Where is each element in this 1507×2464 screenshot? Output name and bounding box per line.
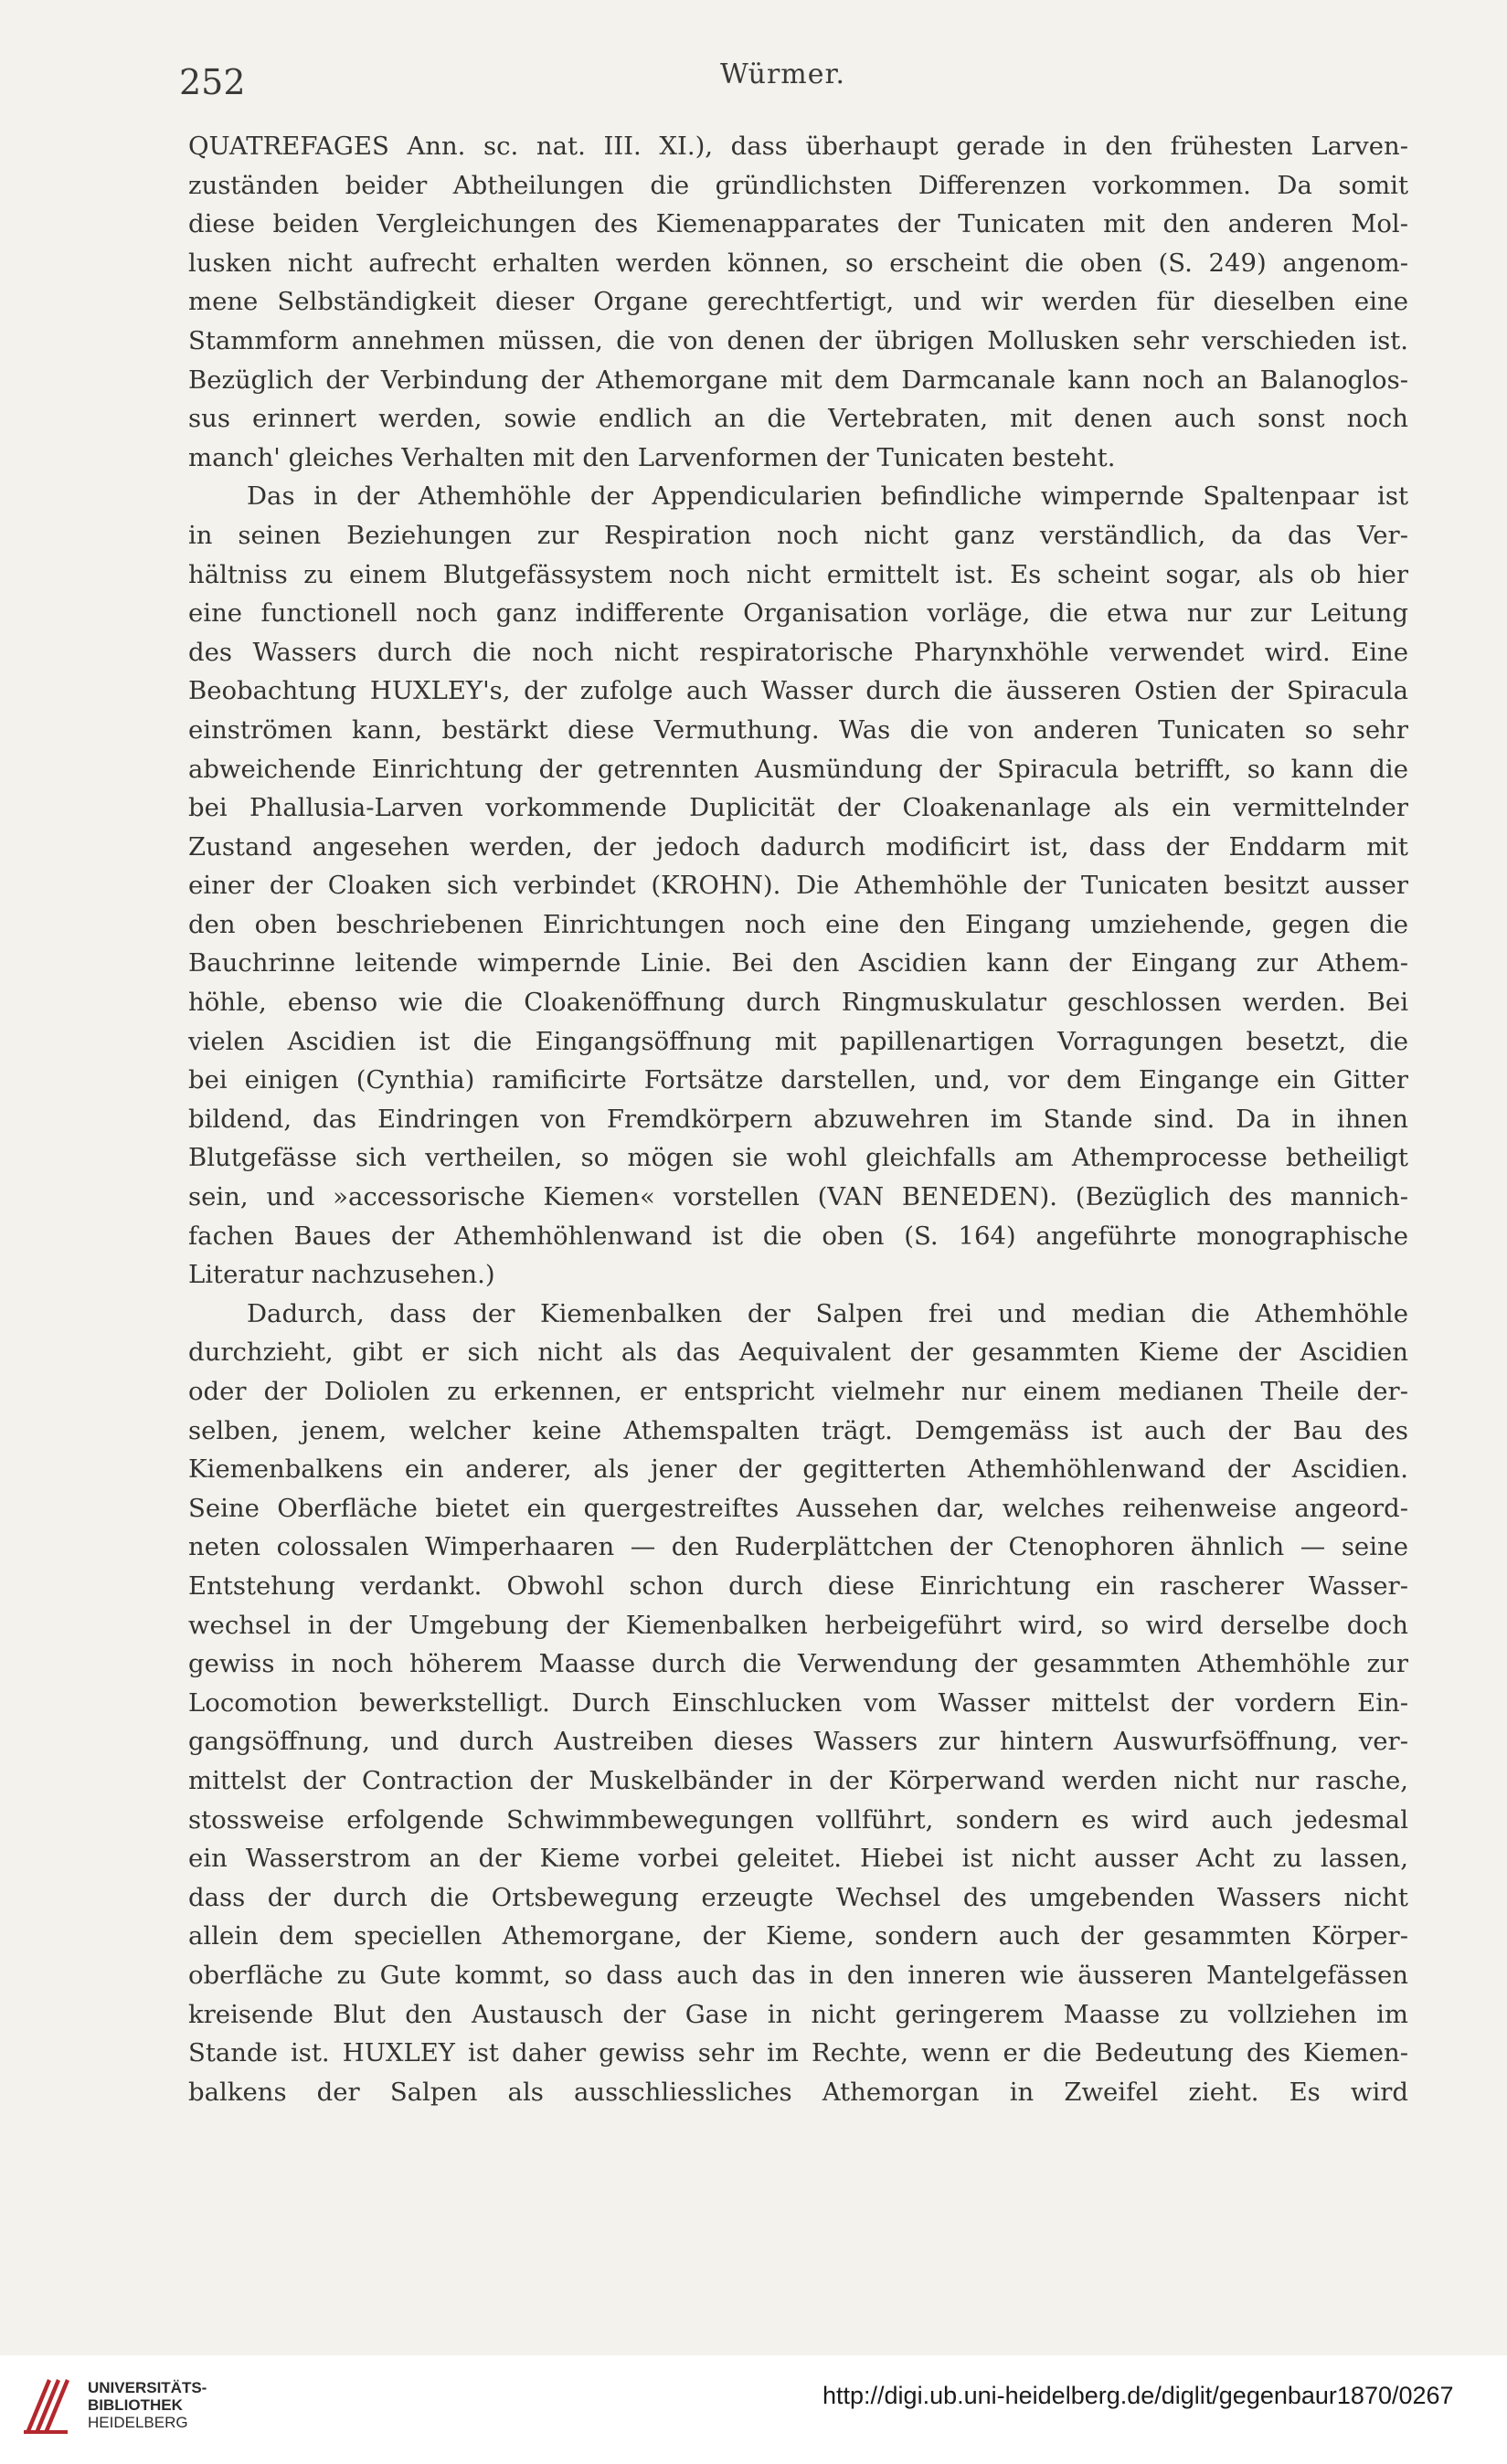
text-line: sein, und »accessorische Kiemen« vorstellen (VAN BENEDEN). (Bezüglich des mannich- <box>188 1182 1408 1212</box>
text-line: einströmen kann, bestärkt diese Vermuthung. Was die von anderen Tunicaten so sehr <box>188 714 1408 745</box>
text-line: bei einigen (Cynthia) ramificirte Fortsätze darstellen, und, vor dem Eingange ein Gitter <box>188 1065 1408 1095</box>
text-line: QUATREFAGES Ann. sc. nat. III. XI.), dass überhaupt gerade in den frühesten Larven- <box>188 132 1408 161</box>
page-number: 252 <box>179 62 246 102</box>
text-line: bei Phallusia-Larven vorkommende Duplicität der Cloakenanlage als ein vermittelnder <box>188 793 1408 823</box>
text-line: lusken nicht aufrecht erhalten werden können, so erscheint die oben (S. 249) angenom- <box>188 248 1408 278</box>
text-line: Seine Oberfläche bietet ein quergestreiftes Aussehen dar, welches reihenweise angeord- <box>188 1493 1408 1523</box>
text-line: dass der durch die Ortsbewegung erzeugte Wechsel des umgebenden Wassers nicht <box>188 1882 1408 1912</box>
text-line: Entstehung verdankt. Obwohl schon durch diese Einrichtung ein rascherer Wasser- <box>188 1570 1408 1601</box>
text-line: Das in der Athemhöhle der Appendicularien befindliche wimpernde Spaltenpaar ist <box>247 481 1408 512</box>
text-line: selben, jenem, welcher keine Athemspalten trägt. Demgemäss ist auch der Bau des <box>188 1415 1408 1445</box>
text-line: fachen Baues der Athemhöhlenwand ist die oben (S. 164) angeführte monographische <box>188 1221 1408 1251</box>
text-line: oberfläche zu Gute kommt, so dass auch das in den inneren wie äusseren Mantelgefässen <box>188 1960 1408 1990</box>
text-line: in seinen Beziehungen zur Respiration noch nicht ganz verständlich, da das Ver- <box>188 520 1408 550</box>
library-logo-text <box>88 2379 207 2431</box>
text-line: hältniss zu einem Blutgefässystem noch nicht ermittelt ist. Es scheint sogar, als ob hier <box>188 559 1408 589</box>
text-line: Stande ist. HUXLEY ist daher gewiss sehr im Rechte, wenn er die Bedeutung des Kiemen- <box>188 2038 1408 2068</box>
text-line: Kiemenbalkens ein anderer, als jener der gegitterten Athemhöhlenwand der Ascidien. <box>188 1454 1408 1485</box>
logo-line-3: HEIDELBERG <box>88 2414 188 2431</box>
text-line: Literatur nachzusehen.) <box>188 1260 495 1290</box>
text-line: gangsöffnung, und durch Austreiben dieses Wassers zur hintern Auswurfsöffnung, ver- <box>188 1727 1408 1757</box>
text-line: abweichende Einrichtung der getrennten Ausmündung der Spiracula betrifft, so kann die <box>188 754 1408 784</box>
text-line: diese beiden Vergleichungen des Kiemenapparates der Tunicaten mit den anderen Mol- <box>188 209 1408 239</box>
text-line: oder der Doliolen zu erkennen, er entspricht vielmehr nur einem medianen Theile der- <box>188 1377 1408 1406</box>
text-line: stossweise erfolgende Schwimmbewegungen vollführt, sondern es wird auch jedesmal <box>188 1804 1408 1835</box>
text-line: mittelst der Contraction der Muskelbänder in der Körperwand werden nicht nur rasche, <box>188 1765 1408 1795</box>
running-title: Würmer. <box>720 58 846 90</box>
text-line: einer der Cloaken sich verbindet (KROHN). Die Athemhöhle der Tunicaten besitzt ausser <box>188 871 1408 901</box>
text-line: Blutgefässe sich vertheilen, so mögen sie wohl gleichfalls am Athemprocesse betheiligt <box>188 1143 1408 1173</box>
text-line: Zustand angesehen werden, der jedoch dadurch modificirt ist, dass der Enddarm mit <box>188 831 1408 862</box>
text-line: durchzieht, gibt er sich nicht als das Aequivalent der gesammten Kieme der Ascidien <box>188 1338 1408 1368</box>
text-line: sus erinnert werden, sowie endlich an die Vertebraten, mit denen auch sonst noch <box>188 404 1408 434</box>
text-line: kreisende Blut den Austausch der Gase in nicht geringerem Maasse zu vollziehen im <box>188 1999 1408 2029</box>
text-line: Beobachtung HUXLEY's, der zufolge auch Wasser durch die äusseren Ostien der Spiracula <box>188 676 1408 706</box>
text-line: Stammform annehmen müssen, die von denen der übrigen Mollusken sehr verschieden ist. <box>188 325 1408 355</box>
body-text <box>188 127 1408 2111</box>
source-url-link[interactable]: http://digi.ub.uni-heidelberg.de/diglit/gegenbaur1870/0267 <box>822 2382 1454 2409</box>
text-line: gewiss in noch höherem Maasse durch die Verwendung der gesammten Athemhöhle zur <box>188 1649 1408 1679</box>
text-line: manch' gleiches Verhalten mit den Larvenformen der Tunicaten besteht. <box>188 442 1116 472</box>
text-line: vielen Ascidien ist die Eingangsöffnung mit papillenartigen Vorragungen besetzt, die <box>188 1026 1408 1056</box>
text-line: den oben beschriebenen Einrichtungen noch eine den Eingang umziehende, gegen die <box>188 909 1408 939</box>
text-line: allein dem speciellen Athemorgane, der Kieme, sondern auch der gesammten Körper- <box>188 1921 1408 1951</box>
text-line: des Wassers durch die noch nicht respiratorische Pharynxhöhle verwendet wird. Eine <box>188 637 1408 667</box>
text-line: Bezüglich der Verbindung der Athemorgane mit dem Darmcanale kann noch an Balanoglos- <box>188 365 1408 395</box>
text-line: ein Wasserstrom an der Kieme vorbei geleitet. Hiebei ist nicht ausser Acht zu lassen, <box>188 1844 1408 1874</box>
text-line: mene Selbständigkeit dieser Organe gerechtfertigt, und wir werden für dieselben eine <box>188 287 1408 317</box>
library-logo-icon <box>20 2374 73 2438</box>
text-line: Bauchrinne leitende wimpernde Linie. Bei den Ascidien kann der Eingang zur Athem- <box>188 948 1408 978</box>
text-line: Locomotion bewerkstelligt. Durch Einschlucken vom Wasser mittelst der vordern Ein- <box>188 1687 1408 1718</box>
text-line: Dadurch, dass der Kiemenbalken der Salpen frei und median die Athemhöhle <box>247 1298 1408 1328</box>
text-line: wechsel in der Umgebung der Kiemenbalken herbeigeführt wird, so wird derselbe doch <box>188 1610 1408 1640</box>
text-line: neten colossalen Wimperhaaren — den Ruderplättchen der Ctenophoren ähnlich — seine <box>188 1532 1408 1562</box>
logo-line-1: UNIVERSITÄTS- <box>88 2379 207 2396</box>
text-line: bildend, das Eindringen von Fremdkörpern abzuwehren im Stande sind. Da in ihnen <box>188 1104 1408 1134</box>
text-line: eine functionell noch ganz indifferente Organisation vorläge, die etwa nur zur Leitung <box>188 598 1408 629</box>
text-line: zuständen beider Abtheilungen die gründlichsten Differenzen vorkommen. Da somit <box>188 170 1408 200</box>
logo-line-2: BIBLIOTHEK <box>88 2396 183 2414</box>
text-line: höhle, ebenso wie die Cloakenöffnung durch Ringmuskulatur geschlossen werden. Bei <box>188 988 1408 1018</box>
text-line: balkens der Salpen als ausschliessliches Athemorgan in Zweifel zieht. Es wird <box>188 2077 1408 2107</box>
